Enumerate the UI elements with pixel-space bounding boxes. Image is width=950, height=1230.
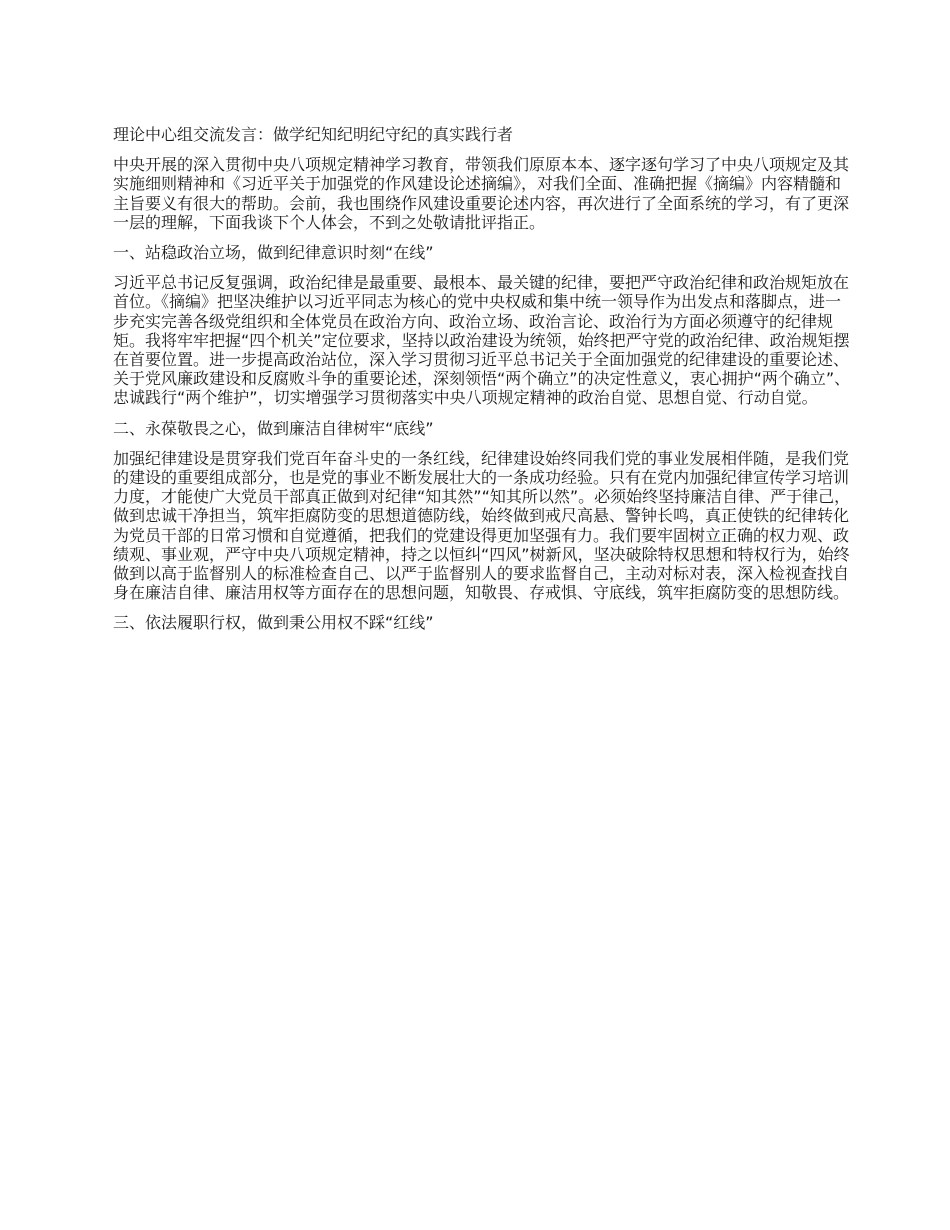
document-title: 理论中心组交流发言：做学纪知纪明纪守纪的真实践行者 [113, 125, 514, 144]
section-1-heading: 一、站稳政治立场，做到纪律意识时刻“在线” [113, 243, 434, 263]
section-2-body: 加强纪律建设是贯穿我们党百年奋斗史的一条红线，纪律建设始终同我们党的事业发展相伴随，是我们党的建设的重要组成部分，也是党的事业不断发展壮大的一条成功经验。只有在党内加强纪律宣传学习培训力度，才能使广大党员干部真正做到对纪律“知其然”“知其所以然”。必须始终坚持廉洁自律、严于律己，做到忠诚干净担当，筑牢拒腐防变的思想道德防线，始终做到戒尺高悬、警钟长鸣，真正使铁的纪律转化为党员干部的日常习惯和自觉遵循，把我们的党建设得更加坚强有力。我们要牢固树立正确的权力观、政绩观、事业观，严守中央八项规定精神，持之以恒纠“四风”树新风，坚决破除特权思想和特权行为，始终做到以高于监督别人的标准检查自己、以严于监督别人的要求监督自己，主动对标对表，深入检视查找自身在廉洁自律、廉洁用权等方面存在的思想问题，知敬畏、存戒惧、守底线，筑牢拒腐防变的思想防线。 [113, 448, 851, 603]
section-3-heading: 三、依法履职行权，做到秉公用权不踩“红线” [113, 613, 434, 633]
section-2-heading: 二、永葆敬畏之心，做到廉洁自律树牢“底线” [113, 418, 434, 438]
document-page [113, 125, 853, 644]
section-1-body: 习近平总书记反复强调，政治纪律是最重要、最根本、最关键的纪律，要把严守政治纪律和政治规矩放在首位。《摘编》把坚决维护以习近平同志为核心的党中央权威和集中统一领导作为出发点和落脚点，进一步充实完善各级党组织和全体党员在政治方向、政治立场、政治言论、政治行为方面必须遵守的纪律规矩。我将牢牢把握“四个机关”定位要求，坚持以政治建设为统领，始终把严守党的政治纪律、政治规矩摆在首要位置。进一步提高政治站位，深入学习贯彻习近平总书记关于全面加强党的纪律建设的重要论述、关于党风廉政建设和反腐败斗争的重要论述，深刻领悟“两个确立”的决定性意义，衷心拥护“两个确立”、忠诚践行“两个维护”，切实增强学习贯彻落实中央八项规定精神的政治自觉、思想自觉、行动自觉。 [113, 273, 851, 408]
intro-paragraph: 中央开展的深入贯彻中央八项规定精神学习教育，带领我们原原本本、逐字逐句学习了中央八项规定及其实施细则精神和《习近平关于加强党的作风建设论述摘编》，对我们全面、准确把握《摘编》内容精髓和主旨要义有很大的帮助。会前，我也围绕作风建设重要论述内容，再次进行了全面系统的学习，有了更深一层的理解，下面我谈下个人体会，不到之处敬请批评指正。 [113, 155, 850, 232]
